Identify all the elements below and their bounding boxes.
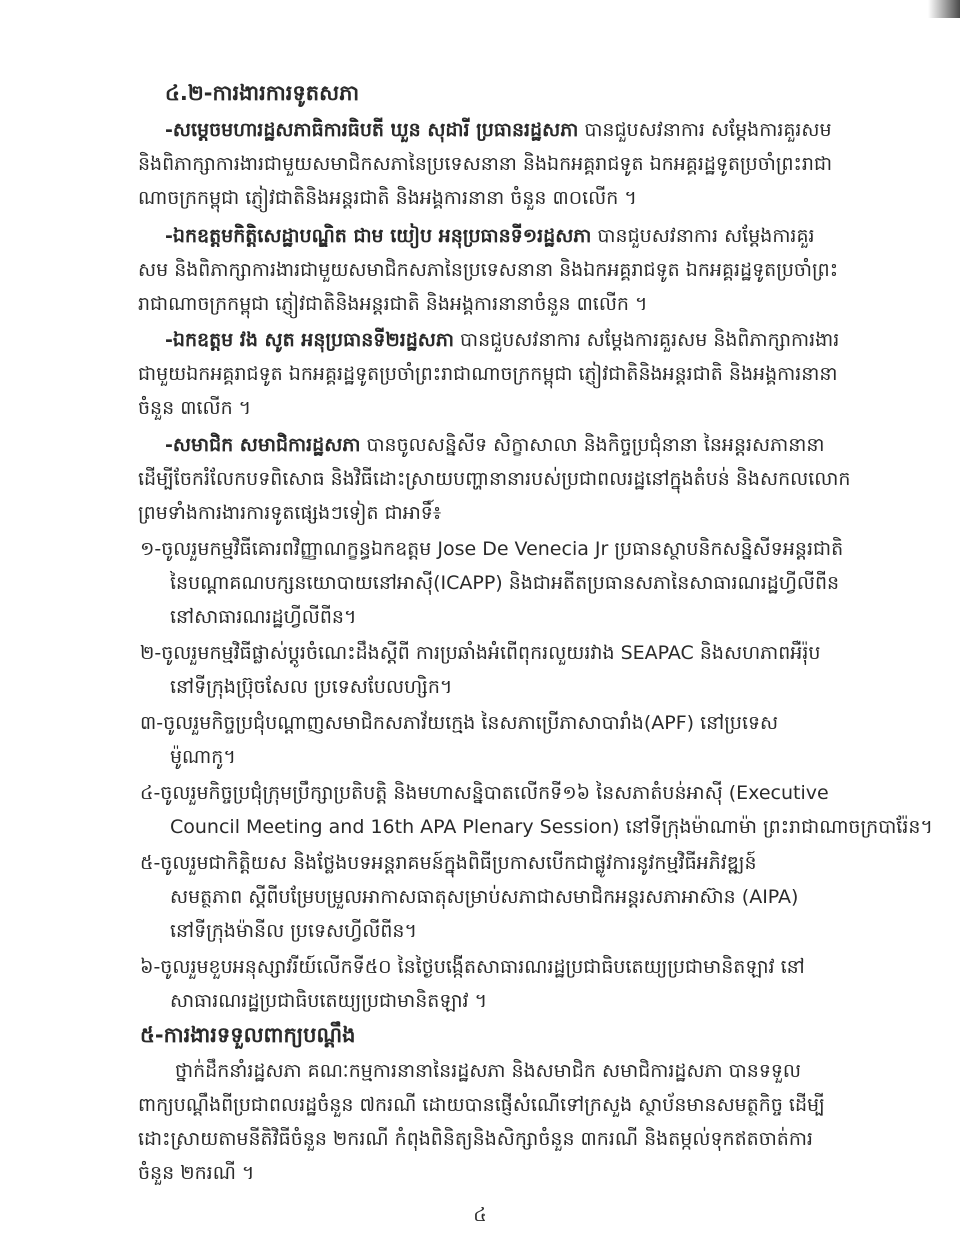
list-item-5-line-2: សមត្ថភាព ស្ដីពីបម្រែបម្រួលអាកាសធាតុសម្រាប់សភាជាសមាជិកអន្តរសភាអាស៊ាន (AIPA) <box>170 886 799 908</box>
paragraph-2-line-1 <box>165 221 815 251</box>
paragraph-4-line-1-rest: បានចូលសន្និសីទ សិក្ខាសាលា និងកិច្ចប្រជុំនានា នៃអន្តរសភានានា <box>360 434 825 456</box>
list-item-2-line-2: នៅទីក្រុងប្រ៊ុចសែល ប្រទេសបែលហ្សិក។ <box>170 676 453 698</box>
paragraph-3-line-2: ជាមួយឯកអគ្គរាជទូត ឯកអគ្គរដ្ឋទូតប្រចាំព្រះរាជាណាចក្រកម្ពុជា ភ្ញៀវជាតិនិងអន្តរជាតិ និងអង្គការនានា <box>138 363 838 385</box>
list-item-1-line-2: នៃបណ្ដាគណបក្សនយោបាយនៅអាស៊ី(ICAPP) និងជាអតីតប្រធានសភានៃសាធារណរដ្ឋហ្វីលីពីន <box>170 572 840 594</box>
section-5-line-1: ថ្នាក់ដឹកនាំរដ្ឋសភា គណៈកម្មការនានានៃរដ្ឋសភា និងសមាជិក សមាជិការដ្ឋសភា បានទទួល <box>175 1060 802 1082</box>
paragraph-4-lead: -សមាជិក សមាជិការដ្ឋសភា <box>165 434 361 456</box>
paragraph-4-line-1 <box>165 430 824 460</box>
section-5-heading: ៥-ការងារទទួលពាក្យបណ្ដឹង <box>140 1023 356 1047</box>
list-item-5-line-3: នៅទីក្រុងម៉ានីល ប្រទេសហ្វីលីពីន។ <box>170 920 417 942</box>
list-item-1-line-1: ១-ចូលរួមកម្មវិធីគោរពវិញ្ញាណក្ខន្ធឯកឧត្តម Jose De Venecia Jr ប្រធានស្ថាបនិកសន្និសីទអន្តរជាតិ <box>140 538 844 560</box>
list-item-1-line-3: នៅសាធារណរដ្ឋហ្វីលីពីន។ <box>170 606 357 628</box>
paragraph-3-line-3: ចំនួន ៣លើក ។ <box>138 397 252 419</box>
paragraph-1-line-1 <box>165 115 832 145</box>
paragraph-4-line-2: ដើម្បីចែករំលែកបទពិសោធ និងវិធីដោះស្រាយបញ្ហានានារបស់ប្រជាពលរដ្ឋនៅក្នុងតំបន់ និងសកលលោក <box>138 468 851 490</box>
paragraph-3-line-1 <box>165 325 839 355</box>
page-number: ៤ <box>473 1204 487 1226</box>
list-item-5-line-1: ៥-ចូលរួមជាកិត្តិយស និងថ្លែងបទអន្តរាគមន៍ក្នុងពិធីប្រកាសបើកជាផ្លូវការនូវកម្មវិធីអភិវឌ្ឍន៍ <box>140 852 757 874</box>
paragraph-1-line-3: ណាចក្រកម្ពុជា ភ្ញៀវជាតិនិងអន្តរជាតិ និងអង្គការនានា ចំនួន ៣០លើក ។ <box>138 187 637 209</box>
paragraph-3-lead: -ឯកឧត្តម វង សូត អនុប្រធានទី២រដ្ឋសភា <box>165 329 454 351</box>
list-item-4-line-1: ៤-ចូលរួមកិច្ចប្រជុំក្រុមប្រឹក្សាប្រតិបត្តិ និងមហាសន្និបាតលើកទី១៦ នៃសភាតំបន់អាស៊ី (Executive <box>140 782 829 804</box>
paragraph-2-line-2: សម និងពិភាក្សាការងារជាមួយសមាជិកសភានៃប្រទេសនានា និងឯកអគ្គរាជទូត ឯកអគ្គរដ្ឋទូតប្រចាំព្រះ <box>138 259 839 281</box>
section-5-line-2: ពាក្យបណ្ដឹងពីប្រជាពលរដ្ឋចំនួន ៧ករណី ដោយបានផ្ញើសំណើទៅក្រសួង ស្ថាប័នមានសមត្ថកិច្ច ដើម្បី <box>138 1094 825 1116</box>
paragraph-1-lead: -សម្ដេចមហារដ្ឋសភាធិការធិបតី ឃួន សុដារី ប្រធានរដ្ឋសភា <box>165 119 579 141</box>
section-5-line-3: ដោះស្រាយតាមនីតិវិធីចំនួន ២ករណី កំពុងពិនិត្យនិងសិក្សាចំនួន ៣ករណី និងតម្កល់ទុកឥតចាត់ការ <box>138 1128 813 1150</box>
scan-corner-mark <box>928 0 960 18</box>
list-item-4-line-2: Council Meeting and 16th APA Plenary Session) នៅទីក្រុងម៉ាណាម៉ា ព្រះរាជាណាចក្របារ៉ែន។ <box>170 816 933 838</box>
paragraph-1-line-1-rest: បានជួបសវនាការ សម្ដែងការគួរសម <box>578 119 832 141</box>
paragraph-2-line-1-rest: បានជួបសវនាការ សម្ដែងការគួរ <box>591 225 815 247</box>
list-item-6-line-2: សាធារណរដ្ឋប្រជាធិបតេយ្យប្រជាមានិតឡាវ ។ <box>170 990 488 1012</box>
paragraph-2-lead: -ឯកឧត្តមកិត្តិសេដ្ឋាបណ្ឌិត ជាម យៀប អនុប្រធានទី១រដ្ឋសភា <box>165 225 592 247</box>
section-4-2-heading: ៤.២-ការងារការទូតសភា <box>165 81 360 105</box>
paragraph-3-line-1-rest: បានជួបសវនាការ សម្ដែងការគួរសម និងពិភាក្សាការងារ <box>453 329 840 351</box>
list-item-3-line-2: ម៉ូណាកូ។ <box>170 746 236 768</box>
paragraph-1-line-2: និងពិភាក្សាការងារជាមួយសមាជិកសភានៃប្រទេសនានា និងឯកអគ្គរាជទូត ឯកអគ្គរដ្ឋទូតប្រចាំព្រះរាជា <box>138 153 833 175</box>
list-item-3-line-1: ៣-ចូលរួមកិច្ចប្រជុំបណ្ដាញសមាជិកសភាវ័យក្មេង នៃសភាប្រើភាសាបារាំង(APF) នៅប្រទេស <box>140 712 779 734</box>
paragraph-4-line-3: ព្រមទាំងការងារការទូតផ្សេងៗទៀត ជាអាទិ៍៖ <box>138 502 442 524</box>
list-item-2-line-1: ២-ចូលរួមកម្មវិធីផ្លាស់ប្ដូរចំណេះដឹងស្ដីពី ការប្រឆាំងអំពើពុករលួយរវាង SEAPAC និងសហភាពអឺរ៉ុប <box>140 642 821 664</box>
paragraph-2-line-3: រាជាណាចក្រកម្ពុជា ភ្ញៀវជាតិនិងអន្តរជាតិ និងអង្គការនានាចំនួន ៣លើក ។ <box>138 293 648 315</box>
list-item-6-line-1: ៦-ចូលរួមខួបអនុស្សាវរីយ៍លើកទី៥០ នៃថ្ងៃបង្កើតសាធារណរដ្ឋប្រជាធិបតេយ្យប្រជាមានិតឡាវ នៅ <box>140 956 805 978</box>
section-5-line-4: ចំនួន ២ករណី ។ <box>138 1162 255 1184</box>
